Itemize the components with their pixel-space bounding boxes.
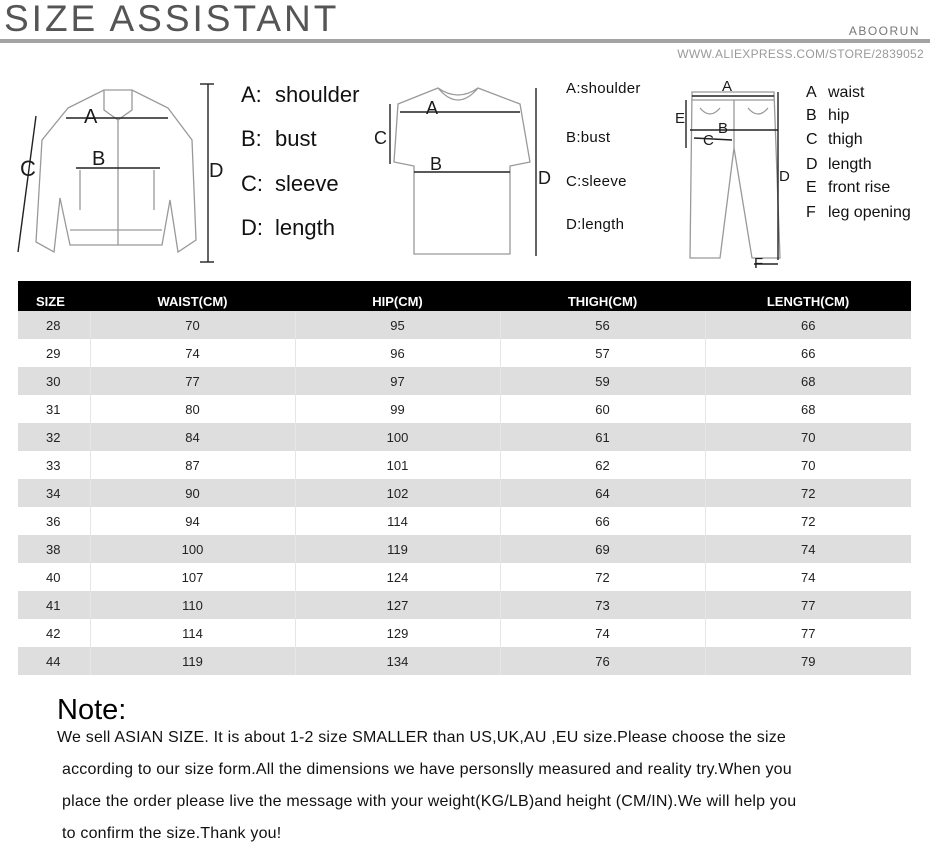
tshirt-marker-b: B (430, 154, 443, 174)
table-row (18, 535, 911, 563)
pants-marker-c: C (703, 132, 714, 149)
table-row (18, 479, 911, 507)
table-cell: 42 (18, 619, 90, 647)
table-cell: 96 (295, 339, 500, 367)
table-cell: 114 (90, 619, 295, 647)
jacket-diagram (0, 80, 230, 270)
table-row (18, 339, 911, 367)
header-hip: HIP(CM) (295, 281, 500, 311)
table-cell: 134 (295, 647, 500, 675)
table-cell: 94 (90, 507, 295, 535)
table-cell: 34 (18, 479, 90, 507)
table-cell: 87 (90, 451, 295, 479)
table-cell: 38 (18, 535, 90, 563)
table-cell: 68 (705, 367, 911, 395)
note-line-2: according to our size form.All the dimensions we have personslly measured and reality try.When you (62, 761, 792, 778)
table-cell: 72 (500, 563, 705, 591)
table-cell: 77 (705, 619, 911, 647)
table-cell: 84 (90, 423, 295, 451)
table-cell: 44 (18, 647, 90, 675)
jacket-legend-d: D: length (241, 215, 335, 240)
header-waist: WAIST(CM) (90, 281, 295, 311)
table-cell: 119 (90, 647, 295, 675)
tshirt-illustration (370, 80, 550, 270)
tshirt-marker-d: D (538, 168, 551, 188)
table-cell: 77 (90, 367, 295, 395)
table-cell: 66 (705, 311, 911, 339)
table-cell: 102 (295, 479, 500, 507)
table-header-row (18, 281, 911, 311)
note-line-4: to confirm the size.Thank you! (62, 825, 282, 842)
table-cell: 57 (500, 339, 705, 367)
table-cell: 107 (90, 563, 295, 591)
table-cell: 127 (295, 591, 500, 619)
table-cell: 64 (500, 479, 705, 507)
table-cell: 79 (705, 647, 911, 675)
table-cell: 77 (705, 591, 911, 619)
table-cell: 74 (90, 339, 295, 367)
table-cell: 74 (705, 535, 911, 563)
table-cell: 56 (500, 311, 705, 339)
table-cell: 124 (295, 563, 500, 591)
pants-legend-b: B hip (806, 107, 850, 124)
table-cell: 60 (500, 395, 705, 423)
table-cell: 62 (500, 451, 705, 479)
table-cell: 129 (295, 619, 500, 647)
table-cell: 72 (705, 479, 911, 507)
table-row (18, 311, 911, 339)
table-cell: 114 (295, 507, 500, 535)
page-title: SIZE ASSISTANT (4, 0, 340, 39)
table-cell: 101 (295, 451, 500, 479)
table-cell: 69 (500, 535, 705, 563)
size-chart-table (18, 281, 911, 675)
table-cell: 28 (18, 311, 90, 339)
table-cell: 70 (90, 311, 295, 339)
note-line-1: We sell ASIAN SIZE. It is about 1-2 size SMALLER than US,UK,AU ,EU size.Please choose the size (57, 729, 787, 746)
table-row (18, 507, 911, 535)
tshirt-diagram (370, 80, 550, 270)
header-size: SIZE (18, 281, 90, 311)
table-cell: 73 (500, 591, 705, 619)
pants-diagram (670, 78, 800, 273)
table-row (18, 619, 911, 647)
table-cell: 29 (18, 339, 90, 367)
note-line-3: place the order please live the message with your weight(KG/LB)and height (CM/IN).We will help you (62, 793, 797, 810)
jacket-marker-d: D (209, 160, 224, 182)
tshirt-marker-a: A (426, 98, 439, 118)
tshirt-legend-a: A:shoulder (566, 80, 641, 97)
pants-legend-c: C thigh (806, 131, 863, 148)
jacket-legend-c: C: sleeve (241, 171, 339, 196)
table-cell: 72 (705, 507, 911, 535)
pants-legend-d: D length (806, 156, 872, 173)
table-row (18, 647, 911, 675)
header-divider (0, 39, 930, 43)
jacket-legend-a: A: shoulder (241, 82, 360, 107)
pants-marker-e: E (675, 110, 686, 127)
table-cell: 31 (18, 395, 90, 423)
table-cell: 32 (18, 423, 90, 451)
table-cell: 76 (500, 647, 705, 675)
tshirt-legend-d: D:length (566, 216, 625, 233)
table-cell: 40 (18, 563, 90, 591)
table-cell: 66 (705, 339, 911, 367)
table-cell: 74 (705, 563, 911, 591)
table-row (18, 367, 911, 395)
table-cell: 119 (295, 535, 500, 563)
table-cell: 36 (18, 507, 90, 535)
tshirt-legend-c: C:sleeve (566, 173, 627, 190)
table-row (18, 395, 911, 423)
note-heading: Note: (57, 694, 127, 726)
jacket-legend-b: B: bust (241, 126, 317, 151)
jacket-marker-b: B (92, 148, 106, 170)
pants-marker-d: D (779, 168, 790, 185)
store-url: WWW.ALIEXPRESS.COM/STORE/2839052 (677, 47, 924, 61)
table-cell: 95 (295, 311, 500, 339)
table-row (18, 563, 911, 591)
pants-marker-a: A (722, 78, 733, 95)
table-cell: 100 (90, 535, 295, 563)
brand-name: ABOORUN (848, 24, 920, 38)
table-cell: 74 (500, 619, 705, 647)
table-cell: 61 (500, 423, 705, 451)
tshirt-marker-c: C (374, 128, 387, 148)
header-thigh: THIGH(CM) (500, 281, 705, 311)
table-cell: 68 (705, 395, 911, 423)
jacket-marker-c: C (20, 156, 36, 181)
header-length: LENGTH(CM) (705, 281, 911, 311)
table-cell: 66 (500, 507, 705, 535)
table-cell: 90 (90, 479, 295, 507)
table-row (18, 451, 911, 479)
tshirt-legend-b: B:bust (566, 129, 611, 146)
table-cell: 100 (295, 423, 500, 451)
table-cell: 41 (18, 591, 90, 619)
table-cell: 59 (500, 367, 705, 395)
table-cell: 97 (295, 367, 500, 395)
table-cell: 30 (18, 367, 90, 395)
table-cell: 110 (90, 591, 295, 619)
table-cell: 70 (705, 423, 911, 451)
table-cell: 80 (90, 395, 295, 423)
pants-legend-f: F leg opening (806, 204, 911, 221)
pants-legend-e: E front rise (806, 179, 891, 196)
table-cell: 70 (705, 451, 911, 479)
table-row (18, 423, 911, 451)
pants-marker-b: B (718, 120, 729, 137)
pants-legend-a: A waist (806, 84, 865, 101)
table-row (18, 591, 911, 619)
table-cell: 99 (295, 395, 500, 423)
pants-marker-f: F (754, 255, 764, 272)
table-cell: 33 (18, 451, 90, 479)
jacket-marker-a: A (84, 106, 98, 128)
